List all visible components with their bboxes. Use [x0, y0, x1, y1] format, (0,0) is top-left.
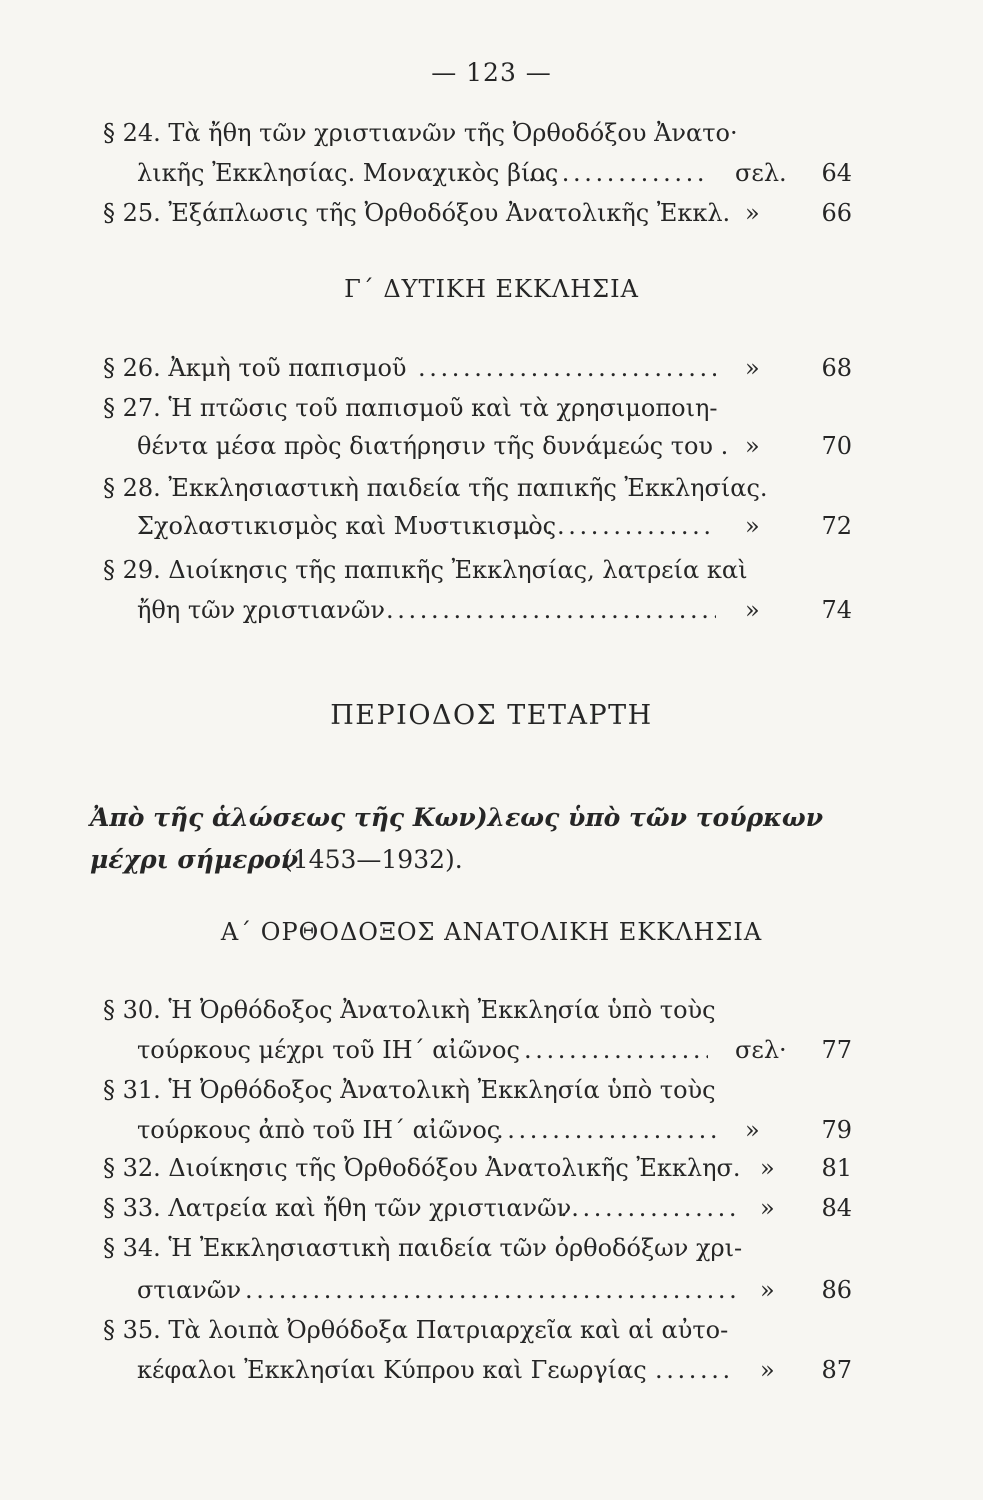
page-ref-number: 72 — [821, 512, 852, 540]
period-heading: ΠΕΡΙΟΔΟΣ ΤΕΤΑΡΤΗ — [330, 700, 653, 731]
dot-leader — [512, 508, 714, 544]
page-ref-number: 74 — [821, 596, 852, 624]
page-ref-label: » — [760, 1154, 775, 1182]
page-ref-label: » — [745, 1116, 760, 1144]
page-ref-number: 68 — [821, 354, 852, 382]
page-ref-number: 86 — [821, 1276, 852, 1304]
page-ref-label: » — [760, 1194, 775, 1222]
page-ref-label: » — [745, 512, 760, 540]
page-ref-number: 84 — [821, 1194, 852, 1222]
page-ref-number: 70 — [821, 432, 852, 460]
dot-leader — [528, 155, 708, 191]
book-page: — 123 — § 24. Τὰ ἤθη τῶν χριστιανῶν τῆς Ὀρθοδόξου Ἀνατο· λικῆς Ἐκκλησίας. Μοναχικὸς βίος . . . σελ. 64 § 25. Ἐξάπλωσις τῆς Ὀρθοδόξου Ἀνατολικῆς Ἐκκλ. » 66 Γ΄ ΔΥΤΙΚΗ ΕΚΚΛΗΣΙΑ § 26. Ἀκμὴ τοῦ παπισμοῦ . . . » 68 § 27. Ἡ πτῶσις τοῦ παπισμοῦ καὶ τὰ χρησιμοποιη- θέντα μέσα πρὸς διατήρησιν τῆς δυνάμεώς του . » 70 § 28. Ἐκκλησιαστικὴ παιδεία τῆς παπικῆς Ἐκκλησίας. Σχολαστικισμὸς καὶ Μυστικισμὸς . . . » 72 § 29. Διοίκησις τῆς παπικῆς Ἐκκλησίας, λατρεία καὶ ἤθη τῶν χριστιανῶν . . . » 74 ΠΕΡΙΟΔΟΣ ΤΕΤΑΡΤΗ Ἀπὸ τῆς ἁλώσεως τῆς Κων)λεως ὑπὸ τῶν τούρκων μέχρι σήμερον (1453—1932). Α΄ ΟΡΘΟΔΟΞΟΣ ΑΝΑΤΟΛΙΚΗ ΕΚΚΛΗΣΙΑ § 30. Ἡ Ὀρθόδοξος Ἀνατολικὴ Ἐκκλησία ὑπὸ τοὺς τούρκους μέχρι τοῦ ΙΗ΄ αἰῶνος . . . σελ· 77 § 31. Ἡ Ὀρθόδοξος Ἀνατολικὴ Ἐκκλησία ὑπὸ τοὺς τούρκους ἀπὸ τοῦ ΙΗ΄ αἰῶνος . . . » 79 § 32. Διοίκησις τῆς Ὀρθοδόξου Ἀνατολικῆς Ἐκκλησ. » 81 § 33. Λατρεία καὶ ἤθη τῶν χριστιανῶν . . . » 84 § 34. Ἡ Ἐκκλησιαστικὴ παιδεία τῶν ὀρθοδόξων χρι- στιανῶν . . . » 86 § 35. Τὰ λοιπὰ Ὀρθόδοξα Πατριαρχεῖα καὶ αἱ αὐτο- κέφαλοι Ἐκκλησίαι Κύπρου καὶ Γεωργίας . . . » 87 — [0, 0, 983, 1500]
page-ref-label: » — [760, 1276, 775, 1304]
section-heading-orthodox-church: Α΄ ΟΡΘΟΔΟΞΟΣ ΑΝΑΤΟΛΙΚΗ ΕΚΚΛΗΣΙΑ — [220, 918, 763, 946]
page-ref-label: » — [745, 432, 760, 460]
dot-leader — [386, 592, 716, 628]
page-ref-number: 66 — [821, 199, 852, 227]
page-ref-label: » — [760, 1356, 775, 1384]
section-heading-western-church: Γ΄ ΔΥΤΙΚΗ ΕΚΚΛΗΣΙΑ — [344, 275, 639, 303]
page-ref-label: » — [745, 354, 760, 382]
dot-leader — [418, 350, 716, 386]
dot-leader — [245, 1272, 735, 1308]
page-number: — 123 — — [431, 58, 552, 87]
page-ref-number: 81 — [821, 1154, 852, 1182]
dot-leader — [655, 1352, 730, 1388]
page-ref-label: σελ. — [735, 159, 787, 187]
page-ref-number: 77 — [821, 1036, 852, 1064]
page-ref-number: 79 — [821, 1116, 852, 1144]
page-ref-number: 64 — [821, 159, 852, 187]
page-ref-label: » — [745, 596, 760, 624]
dot-leader — [560, 1190, 740, 1226]
dot-leader — [496, 1112, 716, 1148]
page-ref-label: » — [745, 199, 760, 227]
dot-leader — [524, 1032, 708, 1068]
page-ref-label: σελ· — [735, 1036, 787, 1064]
page-ref-number: 87 — [821, 1356, 852, 1384]
